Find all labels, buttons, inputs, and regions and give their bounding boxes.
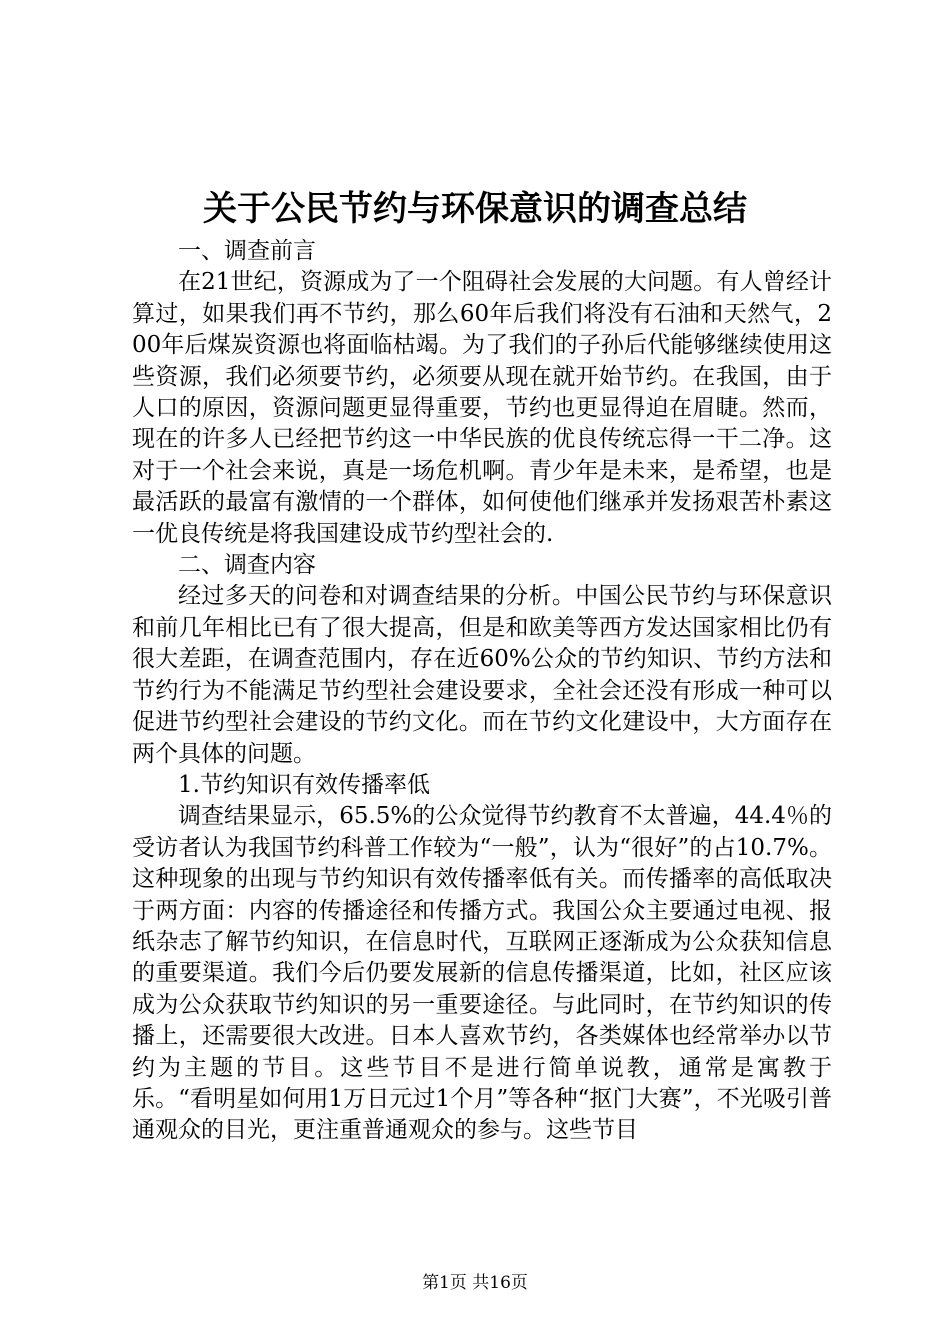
section-heading-content: 二、调查内容 — [178, 552, 316, 579]
paragraph-preface: 在21世纪，资源成为了一个阻碍社会发展的大问题。有人曾经计算过，如果我们再不节约，那么60年后我们将没有石油和天然气，200年后煤炭资源也将面临枯竭。为了我们的子孙后代能够继续使用这些资源，我们必须要节约，必须要从现在就开始节约。在我国，由于人口的原因，资源问题更显得重要，节约也更显得迫在眉睫。然而，现在的许多人已经把节约这一中华民族的优良传统忘得一干二净。这对于一个社会来说，真是一场危机啊。青少年是未来，是希望，也是最活跃的最富有激情的一个群体，如何使他们继承并发扬艰苦朴素这一优良传统是将我国建设成节约型社会的. — [132, 269, 832, 547]
document-body — [132, 236, 832, 1147]
subsection-heading-knowledge: 1.节约知识有效传播率低 — [178, 771, 430, 798]
page-number-footer: 第1页 共16页 — [422, 1273, 528, 1293]
section-heading-preface: 一、调查前言 — [178, 238, 316, 264]
document-title: 关于公民节约与环保意识的调查总结 — [203, 189, 747, 229]
paragraph-survey-results: 调查结果显示，65.5%的公众觉得节约教育不太普遍，44.4％的受访者认为我国节约科普工作较为“一般”，认为“很好”的占10.7%。这种现象的出现与节约知识有效传播率低有关。而传播率的高低取决于两方面：内容的传播途径和传播方式。我国公众主要通过电视、报纸杂志了解节约知识，在信息时代，互联网正逐渐成为公众获知信息的重要渠道。我们今后仍要发展新的信息传播渠道，比如，社区应该成为公众获取节约知识的另一重要途径。与此同时，在节约知识的传播上，还需要很大改进。日本人喜欢节约，各类媒体也经常举办以节约为主题的节目。这些节目不是进行简单说教，通常是寓教于乐。“看明星如何用1万日元过1个月”等各种“抠门大赛”，不光吸引普通观众的目光，更注重普通观众的参与。这些节目 — [132, 803, 832, 1144]
paragraph-content: 经过多天的问卷和对调查结果的分析。中国公民节约与环保意识和前几年相比已有了很大提高，但是和欧美等西方发达国家相比仍有很大差距，在调查范围内，存在近60%公众的节约知识、节约方法和节约行为不能满足节约型社会建设要求，全社会还没有形成一种可以促进节约型社会建设的节约文化。而在节约文化建设中，大方面存在两个具体的问题。 — [132, 583, 832, 767]
